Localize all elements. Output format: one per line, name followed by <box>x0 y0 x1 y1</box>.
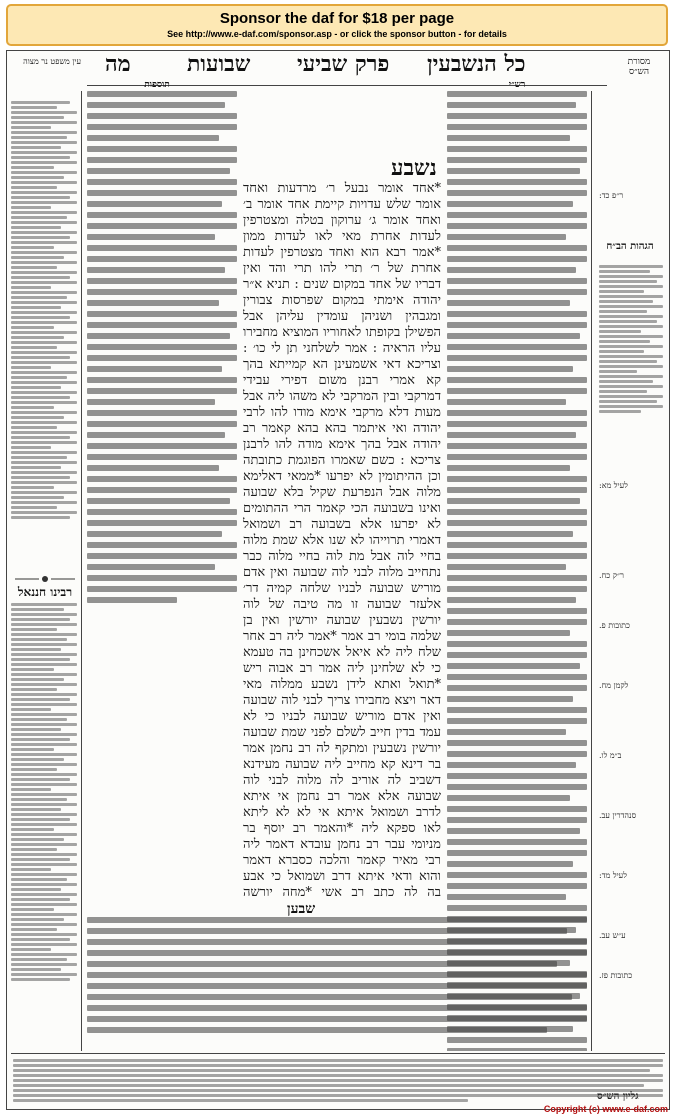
ein-mishpat-label: עין משפט נר מצוה <box>23 57 81 66</box>
footer-rule <box>11 1053 665 1054</box>
margin-ref: כתובות פ. <box>599 621 630 630</box>
sponsor-subline[interactable]: See http://www.e-daf.com/sponsor.asp - or click the sponsor button - for details <box>167 29 507 39</box>
sponsor-banner[interactable] <box>6 4 668 46</box>
gemara-opening-word: נשבע <box>391 155 437 181</box>
margin-ref: ע״ש עב. <box>599 931 626 940</box>
margin-ref: ב״מ לו. <box>599 751 622 760</box>
column-rule-right <box>591 91 592 1051</box>
margin-ref: ר״פ כד: <box>599 191 624 200</box>
ornament-divider <box>13 575 77 583</box>
rabbenu-chananel-title: רבינו חננאל <box>17 585 73 599</box>
rashi-column <box>447 91 587 1051</box>
margin-ref: כתובות פז. <box>599 971 633 980</box>
rabbenu-chananel-column <box>11 603 77 1053</box>
tosafot-column <box>87 91 237 611</box>
ein-mishpat-column <box>11 101 77 521</box>
margin-ref: סנהדרין עב. <box>599 811 637 820</box>
chapter-name: פרק שביעי <box>297 51 390 77</box>
margin-ref: ר״ק כח. <box>599 571 624 580</box>
talmud-page <box>6 50 670 1110</box>
copyright-notice[interactable]: Copyright (c) www.e-daf.com <box>543 1104 668 1114</box>
chapter-title: כל הנשבעין <box>427 51 526 77</box>
gemara-text-block: *אחד אומר נבעל ר׳ מרדעות ואחד אומר שלש עדויות קיימת אחד אומר ב׳ ואחד אומר ג׳ ערוקון בטלה ומצטרפין לעדות אחרת מאי לאו לעדות ממון *אמר רבא הוא ואחד מצטרפין לעדות אחרת של ר׳ תרי להו תרי והד ואין דבריו של אחד במקום שנים : תניא א״ר יהודה אימתי במקום שפרסות צבורין ומגבהין ושניהן עומדין עליהן אבל הפשילן בקופתו לאחוריו המוציא מחבירו עליו הראיה : אמר לשלחני תן לי כו׳ : וצריכא דאי אשמעינן הא קמייתא בהך קא אמרי רבנן משום דפירי עבידי דמרקבי ובין המרקבי לא משהו ליה אבל מעות דלא מרקבי אימא מודו להו לרבי יהודה ואי איתמר בהא בהא קאמר רב יהודה אבל בהך אימא מודה להו לרבנן צריכא : כשם שאמרו הפוגמת כתובתה וכן ההיתומין לא יפרעו *ממאי דאלימא מלוה אבל הנפרעת שקיל בלא שבועה ואינו בשבועה הכי קאמר הרי ההתומים לא יפרעו אלא בשבועה רב ושמואל דאמרי תרוייהו לא שנו אלא שמת מלוה בחיי לוה אבל מת לוה בחיי מלוה כבר נתחייב מלוה לבני לוה שבועה ואין אדם מוריש שבועה לבניו שלחה קמיה דר׳ אלעזר שבועה זו מה טיבה של לוה יורשין נשבעין שבועה יורשין ואין בן שלמה בומי רב אמר *אמר ליה רב אחר שלח ליה לא איאל אשכחינן בה טעמא כי לא שלחינן ליה אמר רב אבוה ריש *תואל ואתא לידן נשבע ממלוה מאי דאר ויצא מחבירו צריך לבני לוה שבועה ואין אדם מוריש שבועה לבניו כי לא עמד בדין חייב לשלם לפני שמת שבועה יורשין נשבעין ומתקף לה רב נחמן אמר בר דינא קא מחייב ליה שבועה מעידנא דשביב לה אוריב לה מלוה לבני לוה שבועה אלא אמר רב נחמן אי איתא לדרב ושמואל איתא אי לא לא ליתא לאו ספקא ליה *והאמר רב יוסף בר מניומי עבר רב נחמן עובדא דאמר ליה רבי מאיר קאמר והלכה כסברא דאמר והוא ודאי איתא דרב ושמואל כי אבע בה לה כתב רב אשי *מחה יורשה <box>243 181 441 900</box>
hagahot-title: הגהות הב״ח <box>606 241 654 252</box>
gilyon-hashas-label: גליון הש״ס <box>597 1091 639 1102</box>
sponsor-headline: Sponsor the daf for $18 per page <box>219 10 455 27</box>
column-rule-left <box>81 91 82 1051</box>
margin-ref: לעיל מא: <box>599 481 628 490</box>
tosafot-title: תוספות <box>144 80 170 90</box>
masoret-hashas-label: מסורת הש״ס <box>627 57 651 77</box>
rashi-title: רש״י <box>508 80 526 90</box>
folio-number: מה <box>105 51 131 77</box>
margin-ref: לעיל מד: <box>599 871 627 880</box>
tractate-name: שבועות <box>187 51 251 77</box>
footnotes-band <box>13 1059 663 1103</box>
margin-ref: לקמן מח. <box>599 681 629 690</box>
lower-commentary <box>87 917 587 1047</box>
gemara-closing-word: שבען <box>287 901 316 917</box>
hagahot-column <box>599 265 663 425</box>
